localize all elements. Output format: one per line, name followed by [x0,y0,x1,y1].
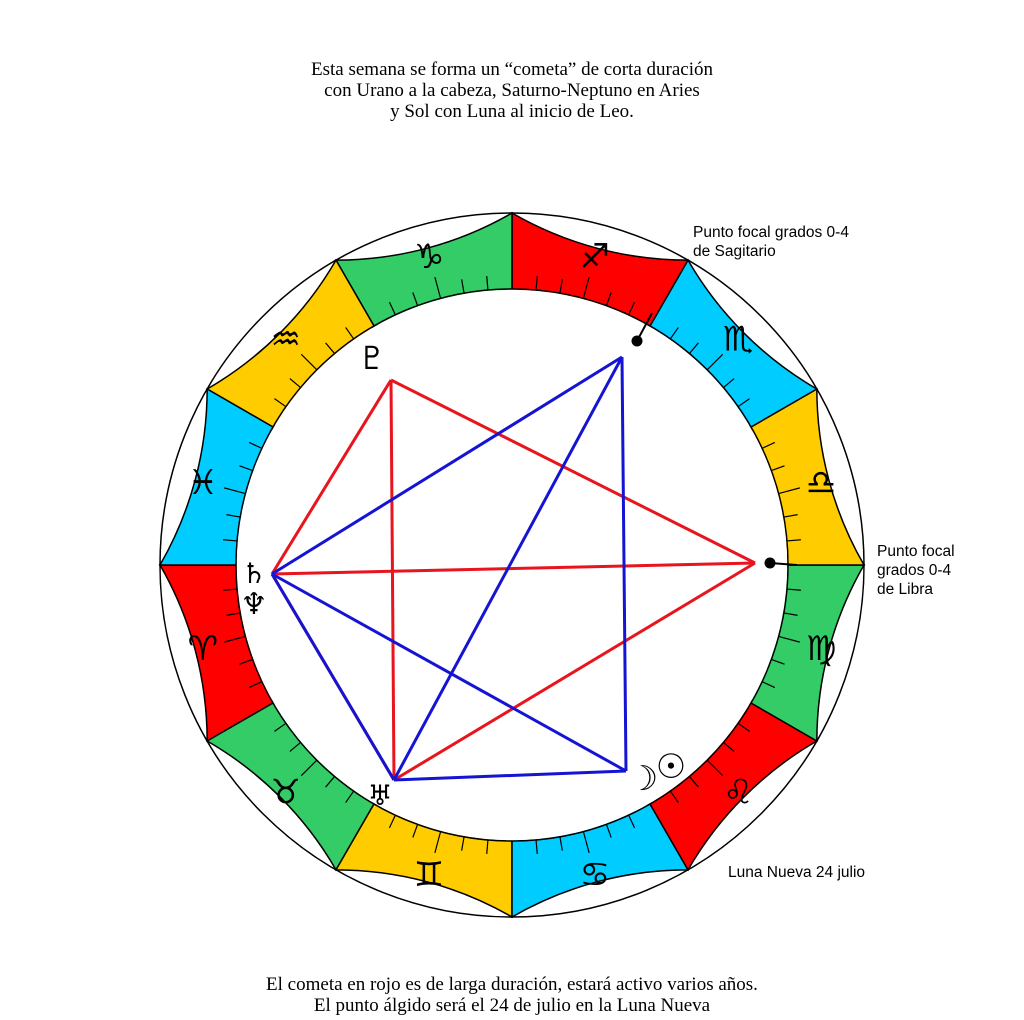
focal-libra-dot [765,558,776,569]
aries-icon: ♈ [187,628,219,669]
pluto-icon: ♇ [357,339,387,377]
annotation-focal-sagitario [693,223,849,261]
aquarius-icon: ♒ [270,319,301,360]
caption-top-line-1: Esta semana se forma un “cometa” de corta duración [311,59,713,80]
virgo-icon: ♍ [805,628,837,669]
annotation-sagitario-line-1: Punto focal grados 0-4 [693,224,849,241]
caption-bottom [0,974,1024,1016]
cancer-icon: ♋ [579,855,611,896]
libra-icon: ♎ [805,463,837,504]
saturn-icon: ♄ [241,557,267,590]
gemini-icon: ♊ [413,855,445,896]
sun-icon: ☉ [655,747,687,787]
taurus-icon: ♉ [270,772,301,813]
neptune-icon: ♆ [240,587,268,622]
annotation-focal-libra [877,542,955,599]
annotation-luna-nueva: Luna Nueva 24 julio [728,864,866,881]
pisces-icon: ♓ [187,463,219,504]
annotation-libra-line-2: grados 0-4 [877,562,952,579]
annotation-sagitario-line-2: de Sagitario [693,243,776,260]
caption-top-line-2: con Urano a la cabeza, Saturno-Neptuno en Aries [324,80,700,101]
moon-icon: ☽ [627,759,659,799]
caption-bottom-line-1: El cometa en rojo es de larga duración, estará activo varios años. [266,974,758,995]
uranus-icon: ♅ [367,779,393,812]
annotation-libra-line-1: Punto focal [877,543,955,560]
capricorn-icon: ♑ [413,236,445,277]
scorpio-icon: ♏ [723,319,754,360]
leo-icon: ♌ [723,772,754,813]
focal-sagitario-dot [632,336,643,347]
annotation-libra-line-3: de Libra [877,581,934,598]
sagittarius-icon: ♐ [579,236,611,277]
caption-top-line-3: y Sol con Luna al inicio de Leo. [390,101,634,122]
caption-bottom-line-2: El punto álgido será el 24 de julio en la Luna Nueva [313,995,711,1016]
